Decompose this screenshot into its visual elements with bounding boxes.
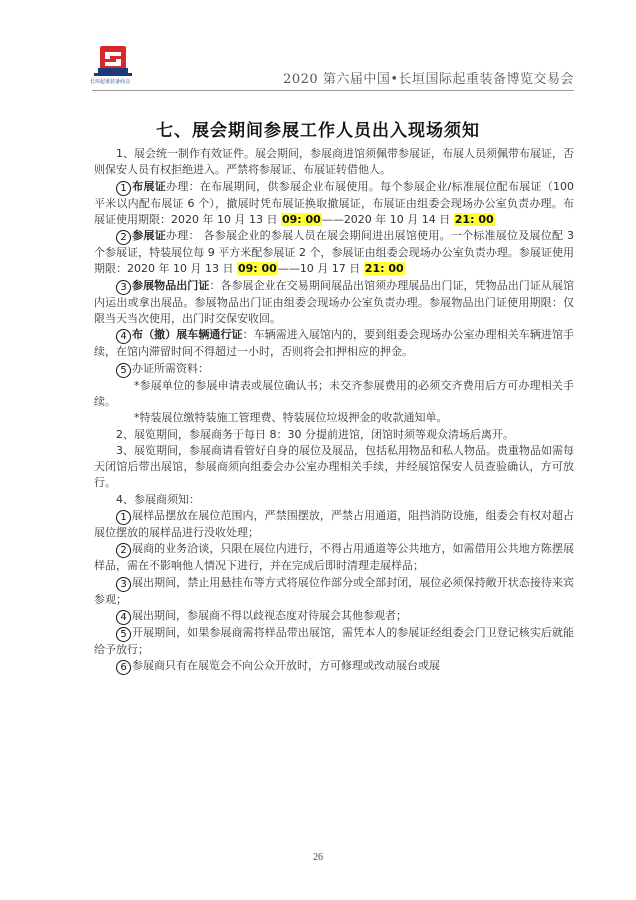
list-item-vehicle-pass — [94, 327, 574, 360]
header-title: 2020 第六届中国•长垣国际起重装备博览交易会 — [283, 72, 574, 87]
list-item-badge-setup — [94, 179, 574, 229]
paragraph-3: 3、展览期间，参展商请看管好自身的展位及展品，包括私用物品和私人物品。贵重物品如需每天闭馆后带出展馆，参展商须向组委会办公室办理相关手续，并经展馆保安人员查验确认，方可放行。 — [94, 443, 574, 490]
list-item-badge-exhibitor — [94, 228, 574, 278]
header-divider — [92, 90, 574, 91]
notice-item — [94, 608, 574, 625]
highlight-time: 09: 00 — [237, 262, 277, 276]
item-number: 2 — [116, 230, 131, 245]
logo-caption: 长垣起重装备商会 — [90, 79, 131, 85]
item-number: 2 — [116, 543, 131, 558]
notice-item — [94, 658, 574, 675]
item-number: 4 — [116, 610, 131, 625]
highlight-time: 09: 00 — [281, 212, 321, 226]
document-body — [94, 146, 574, 675]
notice-text: 开展期间，如果参展商需将样品带出展馆，需凭本人的参展证经组委会门卫登记核实后就能给予放行； — [94, 625, 574, 656]
item-text: ——2020 年 10 月 14 日 — [321, 212, 454, 226]
item-term: 布（撤）展车辆通行证 — [132, 328, 243, 342]
notice-item — [94, 541, 574, 574]
highlight-time: 21: 00 — [364, 262, 404, 276]
paragraph-2: 2、展览期间，参展商务于每日 8：30 分提前进馆，闭馆时须等观众清场后离开。 — [116, 427, 514, 441]
notice-item — [94, 625, 574, 658]
item-term: 参展证 — [132, 229, 166, 243]
item-text: ：车辆需进入展馆内的，要到组委会现场办公室办理相关车辆进馆手续，在馆内滞留时间不得超过一小时，否则将会扣押相应的押金。 — [94, 328, 575, 359]
item-term: 参展物品出门证 — [132, 278, 210, 292]
section-heading: 七、展会期间参展工作人员出入现场须知 — [156, 121, 480, 141]
item-number: 6 — [116, 660, 131, 675]
material-line: *特装展位缴特装施工管理费、特装展位垃圾押金的收款通知单。 — [134, 411, 448, 425]
paragraph-4: 4、参展商须知： — [116, 492, 200, 506]
notice-text: 展出期间，禁止用悬挂布等方式将展位作部分或全部封闭，展位必须保持敞开状态接待来宾参观； — [94, 575, 574, 606]
highlight-time: 21: 00 — [454, 212, 494, 226]
notice-item — [94, 575, 574, 608]
item-text: 办理： 各参展企业的参展人员在展会期间进出展馆使用。一个标准展位及展位配 3 个参展证，特装展位每 9 平方米配参展证 2 个，参展证由组委会现场办公室负责办理。参展证使用期限：2020 年 10 月 13 日 — [94, 229, 574, 276]
item-text: 办证所需资料： — [132, 361, 209, 375]
item-number: 5 — [116, 363, 131, 378]
item-number: 3 — [116, 280, 131, 295]
item-term: 布展证 — [132, 179, 167, 193]
item-text: 办理：在布展期间，供参展企业布展使用。每个参展企业/标准展位配布展证（100 平米以内配布展证 6 个），撤展时凭布展证换取撤展证，布展证由组委会现场办公室负责办理。布展证使用期限：2020 年 10 月 13 日 — [94, 179, 575, 226]
notice-text: 参展商只有在展览会不向公众开放时，方可修理或改动展台或展 — [132, 659, 440, 673]
notice-text: 展商的业务洽谈，只限在展位内进行，不得占用通道等公共地方，如需借用公共地方陈摆展样品，需在不影响他人情况下进行，并在完成后即时清理走展样品； — [94, 542, 574, 573]
list-item-materials — [94, 361, 574, 378]
notice-text: 展样品摆放在展位范围内，严禁围摆放，严禁占用通道，阻挡消防设施，组委会有权对超占展位摆放的展样品进行没收处理； — [94, 509, 574, 540]
notice-item — [94, 508, 574, 541]
item-number: 4 — [116, 329, 131, 344]
item-number: 5 — [116, 627, 131, 642]
item-text: ：各参展企业在交易期间展品出馆须办理展品出门证，凭物品出门证从展馆内运出或拿出展品。参展物品出门证由组委会现场办公室负责办理。参展物品出门证使用期限：仅限当天当次使用，出门时交保安收回。 — [94, 278, 575, 326]
material-line: *参展单位的参展申请表或展位确认书；未交齐参展费用的必须交齐费用后方可办理相关手续。 — [94, 378, 574, 408]
list-item-goods-pass — [94, 278, 574, 328]
notice-text: 展出期间，参展商不得以歧视态度对待展会其他参观者； — [132, 608, 407, 622]
item-number: 3 — [116, 577, 131, 592]
item-number: 1 — [116, 510, 131, 525]
page-header — [92, 44, 574, 90]
item-number: 1 — [116, 181, 131, 196]
intro-paragraph: 1、展会统一制作有效证件。展会期间，参展商进馆须佩带参展证，布展人员须佩带布展证，否则保安人员有权拒绝进入。严禁将参展证、布展证转借他人。 — [94, 147, 574, 177]
page-number: 26 — [313, 852, 323, 863]
item-text: ——10 月 17 日 — [277, 262, 364, 276]
